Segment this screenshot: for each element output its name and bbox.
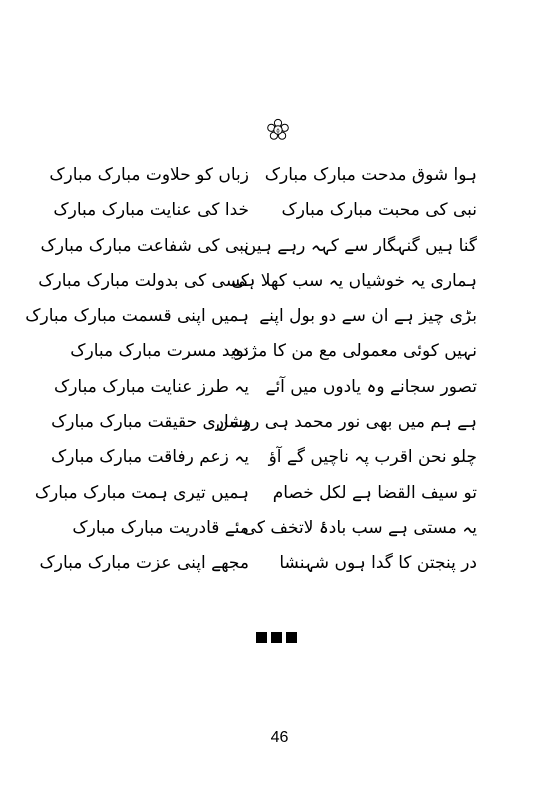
page-number: 46 (270, 729, 289, 746)
verse-first-line: بڑی چیز ہے ان سے دو بول اپنے (259, 306, 477, 327)
verse-second-line: خدا کی عنایت مبارک مبارک (53, 200, 249, 221)
verse-second-line: نبی کی شفاعت مبارک مبارک (40, 235, 249, 256)
couplet (0, 513, 559, 548)
end-marks (256, 632, 297, 643)
verse-first-line: تو سیف القضا ہے لکل خصام (272, 482, 477, 503)
verse-first-line: ہماری یہ خوشیاں یہ سب کھلا ہی (231, 270, 477, 291)
couplet (0, 301, 559, 336)
verse-first-line: ہے ہم میں بھی نور محمد ہی روشن (215, 412, 477, 433)
verse-second-line: کسی کی بدولت مبارک مبارک (38, 270, 249, 291)
verse-second-line: ہمیں تیری ہمت مبارک مبارک (34, 482, 249, 503)
couplet (0, 442, 559, 477)
flower-rosette-icon (266, 118, 290, 142)
verse-second-line: ہمیں اپنی قسمت مبارک مبارک (25, 306, 249, 327)
end-square (286, 632, 297, 643)
poem-body (0, 160, 559, 584)
verse-second-line: نوید مسرت مبارک مبارک (70, 341, 249, 362)
verse-first-line: یہ مستی ہے سب بادۂ لاتخف کی (242, 517, 477, 538)
verse-second-line: یہ طرز عنایت مبارک مبارک (54, 376, 249, 397)
verse-first-line: نبی کی محبت مبارک مبارک (281, 200, 477, 221)
verse-second-line: مجھے اپنی عزت مبارک مبارک (39, 553, 249, 574)
end-square (256, 632, 267, 643)
verse-second-line: زباں کو حلاوت مبارک مبارک (49, 165, 249, 185)
verse-second-line: ہماری حقیقت مبارک مبارک (51, 412, 249, 433)
verse-second-line: یہ زعم رفاقت مبارک مبارک (51, 447, 249, 468)
couplet (0, 478, 559, 513)
verse-first-line: در پنجتن کا گدا ہوں شہنشا (279, 553, 477, 574)
verse-first-line: گنا ہیں گنہگار سے کہہ رہے ہیں (243, 235, 477, 256)
couplet (0, 195, 559, 230)
couplet (0, 548, 559, 583)
couplet (0, 372, 559, 407)
couplet (0, 336, 559, 371)
verse-second-line: مئے قادریت مبارک مبارک (72, 517, 249, 538)
couplet (0, 407, 559, 442)
verse-first-line: تصور سجانے وہ یادوں میں آئے (265, 376, 477, 397)
verse-first-line: ہوا شوق مدحت مبارک مبارک (264, 165, 477, 185)
couplet (0, 160, 559, 195)
verse-first-line: نہیں کوئی معمولی مع من کا مژدہ (231, 341, 477, 362)
svg-text:٥: ٥ (276, 126, 280, 135)
couplet (0, 266, 559, 301)
end-square (271, 632, 282, 643)
couplet (0, 231, 559, 266)
verse-first-line: چلو نحن اقرب پہ ناچیں گے آؤ (268, 447, 477, 468)
